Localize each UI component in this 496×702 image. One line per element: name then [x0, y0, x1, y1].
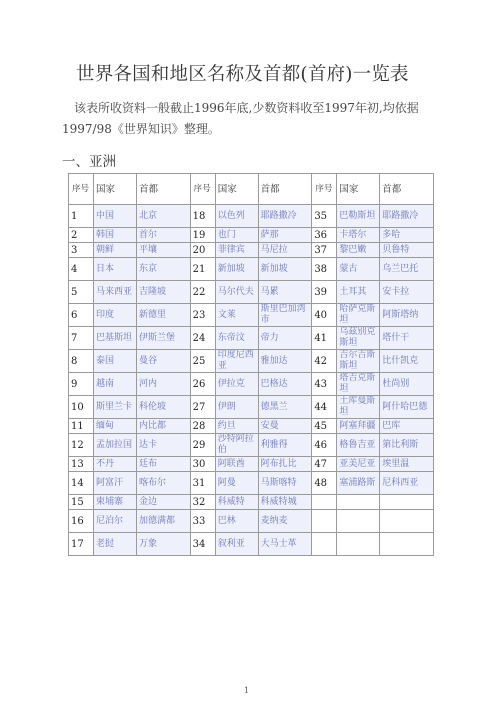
table-row: [69, 510, 434, 533]
cell-empty: [337, 495, 380, 510]
cell-index: 17: [69, 533, 94, 556]
cell-index: 34: [190, 533, 215, 556]
cell-country: 阿联酋: [215, 457, 258, 472]
header-no: 序号: [69, 174, 94, 205]
table-row: [69, 228, 434, 243]
table-row: [69, 434, 434, 457]
cell-index: 41: [312, 327, 337, 350]
table-row: [69, 243, 434, 258]
cell-index: 26: [190, 373, 215, 396]
cell-country: 哈萨克斯坦: [337, 304, 380, 327]
table-row: [69, 396, 434, 419]
cell-capital: 首尔: [136, 228, 190, 243]
cell-country: 不丹: [94, 457, 137, 472]
section-heading-asia: 一、亚洲: [62, 154, 116, 170]
cell-country: 以色列: [215, 205, 258, 228]
cell-index: 21: [190, 258, 215, 281]
cell-capital: 阿布扎比: [258, 457, 312, 472]
cell-country: 格鲁吉亚: [337, 434, 380, 457]
cell-country: 沙特阿拉伯: [215, 434, 258, 457]
cell-index: 18: [190, 205, 215, 228]
cell-capital: 新加坡: [258, 258, 312, 281]
cell-capital: 大马士革: [258, 533, 312, 556]
cell-country: 卡塔尔: [337, 228, 380, 243]
document-title: 世界各国和地区名称及首都(首府)一览表: [76, 64, 409, 85]
table-row: [69, 258, 434, 281]
header-country: 国家: [94, 174, 137, 205]
cell-country: 马来西亚: [94, 281, 137, 304]
cell-capital: 巴库: [380, 419, 434, 434]
cell-capital: 科威特城: [258, 495, 312, 510]
cell-index: 35: [312, 205, 337, 228]
cell-capital: 万象: [136, 533, 190, 556]
cell-capital: 乌兰巴托: [380, 258, 434, 281]
cell-index: 27: [190, 396, 215, 419]
cell-country: 菲律宾: [215, 243, 258, 258]
cell-capital: 廷布: [136, 457, 190, 472]
table-body: [69, 205, 434, 556]
cell-capital: 德黑兰: [258, 396, 312, 419]
cell-index: 20: [190, 243, 215, 258]
cell-country: 印度尼西亚: [215, 350, 258, 373]
cell-country: 阿富汗: [94, 472, 137, 495]
cell-index: 44: [312, 396, 337, 419]
cell-index: 43: [312, 373, 337, 396]
cell-index: 29: [190, 434, 215, 457]
cell-index: 30: [190, 457, 215, 472]
cell-capital: 吉隆坡: [136, 281, 190, 304]
cell-index: 32: [190, 495, 215, 510]
cell-capital: 杜尚别: [380, 373, 434, 396]
cell-country: 尼泊尔: [94, 510, 137, 533]
cell-empty: [380, 510, 434, 533]
cell-country: 马尔代夫: [215, 281, 258, 304]
cell-index: 13: [69, 457, 94, 472]
cell-index: 10: [69, 396, 94, 419]
cell-capital: 喀布尔: [136, 472, 190, 495]
cell-country: 亚美尼亚: [337, 457, 380, 472]
table-row: [69, 373, 434, 396]
cell-country: 韩国: [94, 228, 137, 243]
cell-capital: 阿什哈巴德: [380, 396, 434, 419]
cell-capital: 达卡: [136, 434, 190, 457]
cell-country: 孟加拉国: [94, 434, 137, 457]
cell-index: 15: [69, 495, 94, 510]
cell-country: 蒙古: [337, 258, 380, 281]
cell-capital: 耶路撒冷: [258, 205, 312, 228]
cell-capital: 安卡拉: [380, 281, 434, 304]
table-row: [69, 350, 434, 373]
cell-capital: 新德里: [136, 304, 190, 327]
cell-index: 22: [190, 281, 215, 304]
cell-capital: 北京: [136, 205, 190, 228]
cell-index: 14: [69, 472, 94, 495]
cell-country: 塔吉克斯坦: [337, 373, 380, 396]
header-capital: 首都: [136, 174, 190, 205]
header-no: 序号: [312, 174, 337, 205]
cell-capital: 雅加达: [258, 350, 312, 373]
cell-capital: 塔什干: [380, 327, 434, 350]
cell-index: 23: [190, 304, 215, 327]
cell-index: 24: [190, 327, 215, 350]
cell-index: 39: [312, 281, 337, 304]
cell-index: 36: [312, 228, 337, 243]
table-row: [69, 495, 434, 510]
cell-capital: 第比利斯: [380, 434, 434, 457]
cell-country: 柬埔寨: [94, 495, 137, 510]
cell-empty: [380, 533, 434, 556]
cell-capital: 多哈: [380, 228, 434, 243]
cell-capital: 萨那: [258, 228, 312, 243]
cell-capital: 内比都: [136, 419, 190, 434]
cell-capital: 帝力: [258, 327, 312, 350]
cell-index: 12: [69, 434, 94, 457]
cell-country: 老挝: [94, 533, 137, 556]
cell-country: 土库曼斯坦: [337, 396, 380, 419]
cell-index: 1: [69, 205, 94, 228]
cell-index: 19: [190, 228, 215, 243]
cell-index: 3: [69, 243, 94, 258]
table-row: [69, 205, 434, 228]
cell-empty: [380, 495, 434, 510]
cell-country: 阿曼: [215, 472, 258, 495]
cell-index: 31: [190, 472, 215, 495]
cell-capital: 阿斯塔纳: [380, 304, 434, 327]
cell-capital: 比什凯克: [380, 350, 434, 373]
cell-index: 6: [69, 304, 94, 327]
cell-index: 11: [69, 419, 94, 434]
cell-empty: [312, 495, 337, 510]
cell-index: 25: [190, 350, 215, 373]
table-row: [69, 533, 434, 556]
cell-capital: 加德满都: [136, 510, 190, 533]
cell-country: 新加坡: [215, 258, 258, 281]
cell-country: 东帝汶: [215, 327, 258, 350]
cell-index: 5: [69, 281, 94, 304]
cell-capital: 马尼拉: [258, 243, 312, 258]
cell-capital: 贝鲁特: [380, 243, 434, 258]
cell-country: 日本: [94, 258, 137, 281]
cell-capital: 利雅得: [258, 434, 312, 457]
cell-country: 伊拉克: [215, 373, 258, 396]
cell-capital: 金边: [136, 495, 190, 510]
page-number: 1: [244, 686, 250, 695]
cell-index: 45: [312, 419, 337, 434]
cell-country: 越南: [94, 373, 137, 396]
cell-capital: 科伦坡: [136, 396, 190, 419]
cell-country: 中国: [94, 205, 137, 228]
cell-index: 33: [190, 510, 215, 533]
cell-index: 48: [312, 472, 337, 495]
cell-country: 黎巴嫩: [337, 243, 380, 258]
cell-capital: 伊斯兰堡: [136, 327, 190, 350]
cell-capital: 安曼: [258, 419, 312, 434]
cell-country: 缅甸: [94, 419, 137, 434]
cell-country: 乌兹别克斯坦: [337, 327, 380, 350]
cell-country: 文莱: [215, 304, 258, 327]
cell-country: 叙利亚: [215, 533, 258, 556]
cell-country: 朝鲜: [94, 243, 137, 258]
cell-index: 4: [69, 258, 94, 281]
cell-country: 吉尔吉斯斯坦: [337, 350, 380, 373]
header-country: 国家: [337, 174, 380, 205]
cell-index: 16: [69, 510, 94, 533]
cell-capital: 马累: [258, 281, 312, 304]
cell-capital: 曼谷: [136, 350, 190, 373]
cell-country: 巴林: [215, 510, 258, 533]
cell-capital: 斯里巴加湾市: [258, 304, 312, 327]
cell-capital: 东京: [136, 258, 190, 281]
cell-index: 42: [312, 350, 337, 373]
cell-country: 伊朗: [215, 396, 258, 419]
cell-capital: 埃里温: [380, 457, 434, 472]
cell-index: 38: [312, 258, 337, 281]
cell-index: 46: [312, 434, 337, 457]
cell-country: 也门: [215, 228, 258, 243]
table-row: [69, 281, 434, 304]
cell-empty: [337, 510, 380, 533]
cell-index: 37: [312, 243, 337, 258]
cell-index: 47: [312, 457, 337, 472]
cell-country: 巴勒斯坦: [337, 205, 380, 228]
cell-empty: [337, 533, 380, 556]
cell-country: 塞浦路斯: [337, 472, 380, 495]
table-header-row: [69, 174, 434, 205]
cell-country: 阿塞拜疆: [337, 419, 380, 434]
cell-country: 泰国: [94, 350, 137, 373]
cell-index: 8: [69, 350, 94, 373]
cell-capital: 平壤: [136, 243, 190, 258]
intro-paragraph: [62, 98, 442, 140]
cell-index: 2: [69, 228, 94, 243]
intro-text: 该表所收资料一般截止1996年底,少数资料收至1997年初,均依据1997/98《世界知识》整理。: [62, 101, 419, 136]
countries-table: [68, 173, 434, 556]
cell-capital: 河内: [136, 373, 190, 396]
cell-capital: 尼科西亚: [380, 472, 434, 495]
header-country: 国家: [215, 174, 258, 205]
cell-index: 9: [69, 373, 94, 396]
table-row: [69, 304, 434, 327]
cell-country: 印度: [94, 304, 137, 327]
table-row: [69, 472, 434, 495]
cell-country: 约旦: [215, 419, 258, 434]
cell-capital: 耶路撒冷: [380, 205, 434, 228]
cell-capital: 马斯喀特: [258, 472, 312, 495]
header-capital: 首都: [258, 174, 312, 205]
cell-capital: 巴格达: [258, 373, 312, 396]
cell-index: 7: [69, 327, 94, 350]
cell-country: 科威特: [215, 495, 258, 510]
table-row: [69, 457, 434, 472]
table-row: [69, 419, 434, 434]
table-row: [69, 327, 434, 350]
cell-country: 土耳其: [337, 281, 380, 304]
header-no: 序号: [190, 174, 215, 205]
header-capital: 首都: [380, 174, 434, 205]
cell-country: 斯里兰卡: [94, 396, 137, 419]
cell-index: 40: [312, 304, 337, 327]
cell-index: 28: [190, 419, 215, 434]
cell-empty: [312, 510, 337, 533]
cell-capital: 麦纳麦: [258, 510, 312, 533]
cell-empty: [312, 533, 337, 556]
cell-country: 巴基斯坦: [94, 327, 137, 350]
